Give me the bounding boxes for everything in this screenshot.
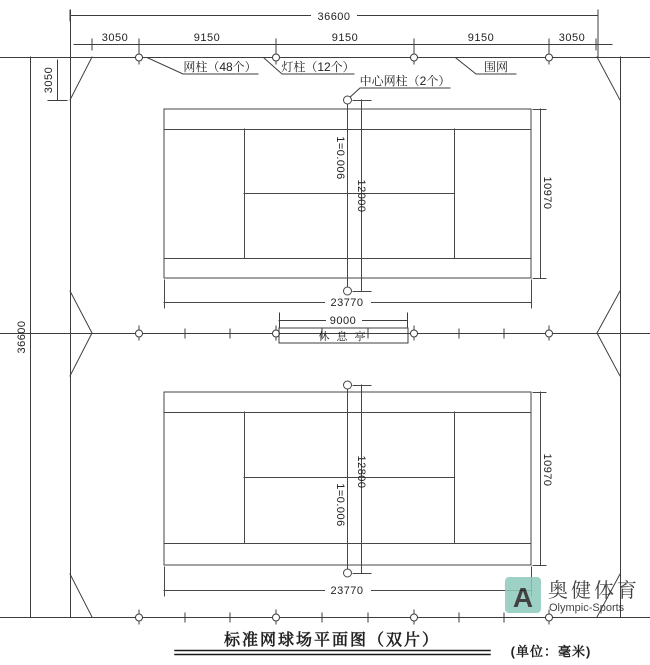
chamfer-top-left <box>70 57 92 100</box>
light-pole-icon <box>273 54 280 61</box>
dim-total-width: 36600 <box>317 11 351 23</box>
lower-slope: 1=0.006 <box>334 483 346 527</box>
upper-slope: 1=0.006 <box>334 136 346 180</box>
callout-center-net-posts: 中心网柱（2个） <box>359 74 451 88</box>
center-net-post-icon <box>344 569 352 577</box>
chamfer-bottom-left <box>70 574 92 617</box>
rest-width: 9000 <box>329 315 357 327</box>
watermark-logo-letter: A <box>512 582 534 613</box>
upper-net-length: 12000 <box>355 179 367 213</box>
lower-court <box>164 381 546 596</box>
lower-net-length: 12800 <box>355 455 367 489</box>
chamfer-top-right <box>597 57 620 100</box>
upper-court <box>164 96 546 308</box>
lower-width: 10970 <box>541 453 553 487</box>
callout-fence: 围网 <box>483 60 509 74</box>
dim-left-total-height: 36600 <box>16 320 28 354</box>
light-pole-icon <box>136 614 143 621</box>
leader-center-net-posts <box>348 88 450 99</box>
watermark-name-cn: 奥健体育 <box>548 580 640 602</box>
dim-left-corner-offset: 3050 <box>43 66 55 94</box>
center-net-post-icon <box>344 381 352 389</box>
title-double-underline <box>175 651 490 655</box>
dim-segment-2: 9150 <box>193 32 221 44</box>
callout-net-posts: 网柱（48个） <box>183 60 257 74</box>
rest-pavilion-label: 休 息 亭 <box>318 331 368 343</box>
light-pole-icon <box>136 54 143 61</box>
dim-segment-3: 9150 <box>331 32 359 44</box>
light-pole-icon <box>546 330 553 337</box>
dim-segment-1: 3050 <box>101 32 129 44</box>
callout-light-poles: 灯柱（12个） <box>281 60 355 74</box>
light-pole-icon <box>273 614 280 621</box>
light-pole-icon <box>411 54 418 61</box>
light-pole-icon <box>136 330 143 337</box>
light-pole-icon <box>546 54 553 61</box>
unit-label: (单位：毫米) <box>510 644 592 659</box>
light-pole-icon <box>546 614 553 621</box>
light-pole-icon <box>411 614 418 621</box>
upper-length: 23770 <box>330 297 364 309</box>
dim-segment-5: 3050 <box>558 32 586 44</box>
upper-width: 10970 <box>541 176 553 210</box>
page-title: 标准网球场平面图（双片） <box>223 632 441 649</box>
fence-outline <box>0 10 650 618</box>
dim-segment-4: 9150 <box>467 32 495 44</box>
lower-length: 23770 <box>330 585 364 597</box>
light-pole-icon <box>411 330 418 337</box>
fence-post-ticks <box>185 329 504 622</box>
center-net-post-icon <box>344 287 352 295</box>
watermark-name-en: Olympic-Sports <box>549 602 625 614</box>
center-net-post-icon <box>344 96 352 104</box>
light-pole-icon <box>273 330 280 337</box>
watermark <box>505 577 640 614</box>
